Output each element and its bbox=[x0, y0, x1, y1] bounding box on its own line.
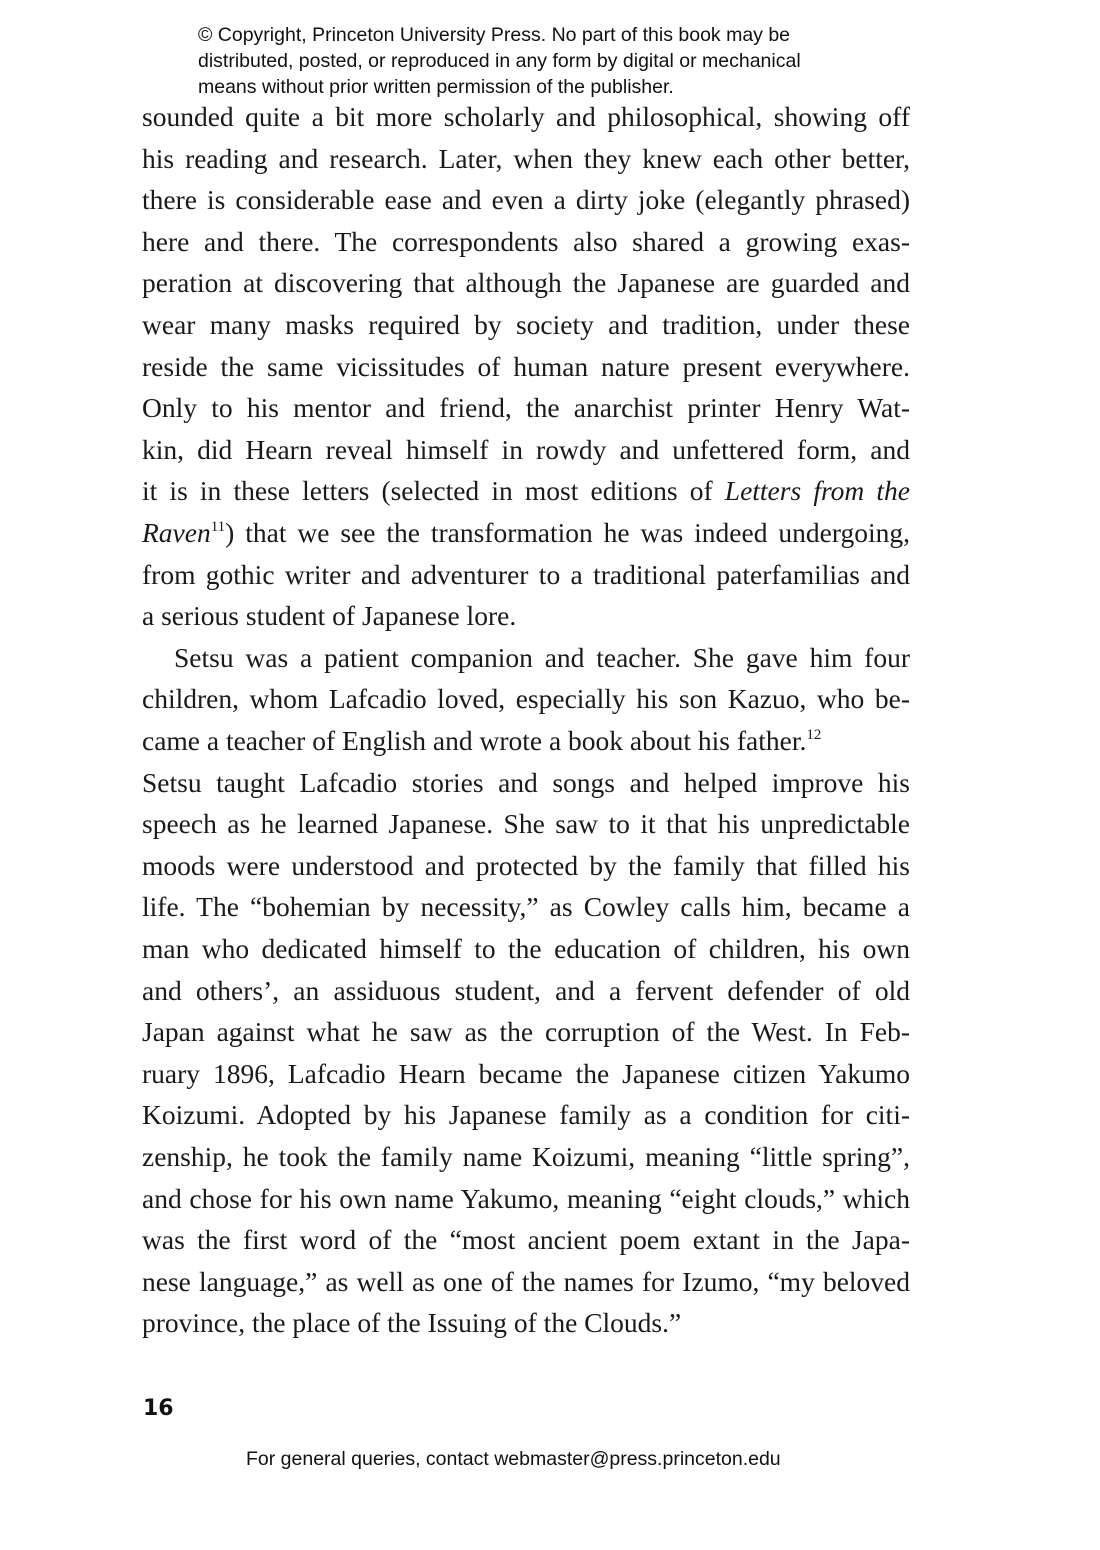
text-line: and chose for his own name Yakumo, meaning “eight clouds,” which bbox=[142, 1182, 910, 1214]
footnote-ref: 12 bbox=[806, 727, 822, 743]
text-line: kin, did Hearn reveal himself in rowdy and unfettered form, and bbox=[142, 433, 910, 465]
text-line: moods were understood and protected by the family that filled his bbox=[142, 849, 910, 881]
text-line: his reading and research. Later, when they knew each other better, bbox=[142, 142, 910, 174]
text-line: here and there. The correspondents also shared a growing exas- bbox=[142, 225, 910, 257]
text-line: there is considerable ease and even a dirty joke (elegantly phrased) bbox=[142, 184, 910, 216]
copyright-line: © Copyright, Princeton University Press. No part of this book may be bbox=[198, 24, 791, 46]
text-line: a serious student of Japanese lore. bbox=[142, 600, 517, 632]
text-line: was the first word of the “most ancient poem extant in the Japa- bbox=[142, 1224, 910, 1256]
footnote-ref: 11 bbox=[210, 519, 226, 535]
copyright-line: means without prior written permission of the publisher. bbox=[198, 76, 674, 98]
text-line: Raven$^{11}$) that we see the transformation he was indeed undergoing, bbox=[142, 517, 910, 548]
text-line: and others’, an assiduous student, and a fervent defender of old bbox=[142, 974, 910, 1006]
text-line: nese language,” as well as one of the names for Izumo, “my beloved bbox=[142, 1265, 910, 1297]
text-line: Only to his mentor and friend, the anarchist printer Henry Wat- bbox=[142, 392, 910, 424]
text-line: life. The “bohemian by necessity,” as Cowley calls him, became a bbox=[142, 891, 910, 923]
text-line: Setsu taught Lafcadio stories and songs and helped improve his bbox=[142, 766, 910, 798]
text-line: Setsu was a patient companion and teacher. She gave him four bbox=[174, 641, 910, 673]
text-line: speech as he learned Japanese. She saw to it that his unpredictable bbox=[142, 808, 910, 840]
footer-contact: For general queries, contact webmaster@press.princeton.edu bbox=[246, 1448, 781, 1470]
text-line: children, whom Lafcadio loved, especially his son Kazuo, who be- bbox=[142, 683, 910, 715]
text-line: from gothic writer and adventurer to a traditional paterfamilias and bbox=[142, 558, 910, 590]
text-line: wear many masks required by society and tradition, under these bbox=[142, 309, 910, 340]
book-title: Raven bbox=[142, 517, 211, 548]
text-line: ruary 1896, Lafcadio Hearn became the Japanese citizen Yakumo bbox=[142, 1057, 910, 1089]
page-number: 16 bbox=[143, 1396, 174, 1421]
book-title: Letters from the bbox=[724, 475, 910, 507]
text-line: Japan against what he saw as the corruption of the West. In Feb- bbox=[142, 1016, 910, 1048]
text-line: zenship, he took the family name Koizumi, meaning “little spring”, bbox=[142, 1141, 910, 1172]
text-line: province, the place of the Issuing of the Clouds.” bbox=[142, 1307, 682, 1339]
text-line: sounded quite a bit more scholarly and philosophical, showing off bbox=[142, 101, 910, 132]
text-line: it is in these letters (selected in most editions of Letters from the bbox=[142, 475, 910, 507]
text-line: man who dedicated himself to the education of children, his own bbox=[142, 933, 910, 964]
text-line: reside the same vicissitudes of human nature present everywhere. bbox=[142, 350, 910, 382]
copyright-line: distributed, posted, or reproduced in any form by digital or mechanical bbox=[198, 50, 801, 72]
text-line: came a teacher of English and wrote a book about his father.$^{12}$ bbox=[142, 725, 822, 756]
copyright-notice bbox=[198, 22, 918, 100]
text-line: peration at discovering that although the Japanese are guarded and bbox=[142, 267, 910, 299]
text-line: Koizumi. Adopted by his Japanese family as a condition for citi- bbox=[142, 1099, 910, 1131]
